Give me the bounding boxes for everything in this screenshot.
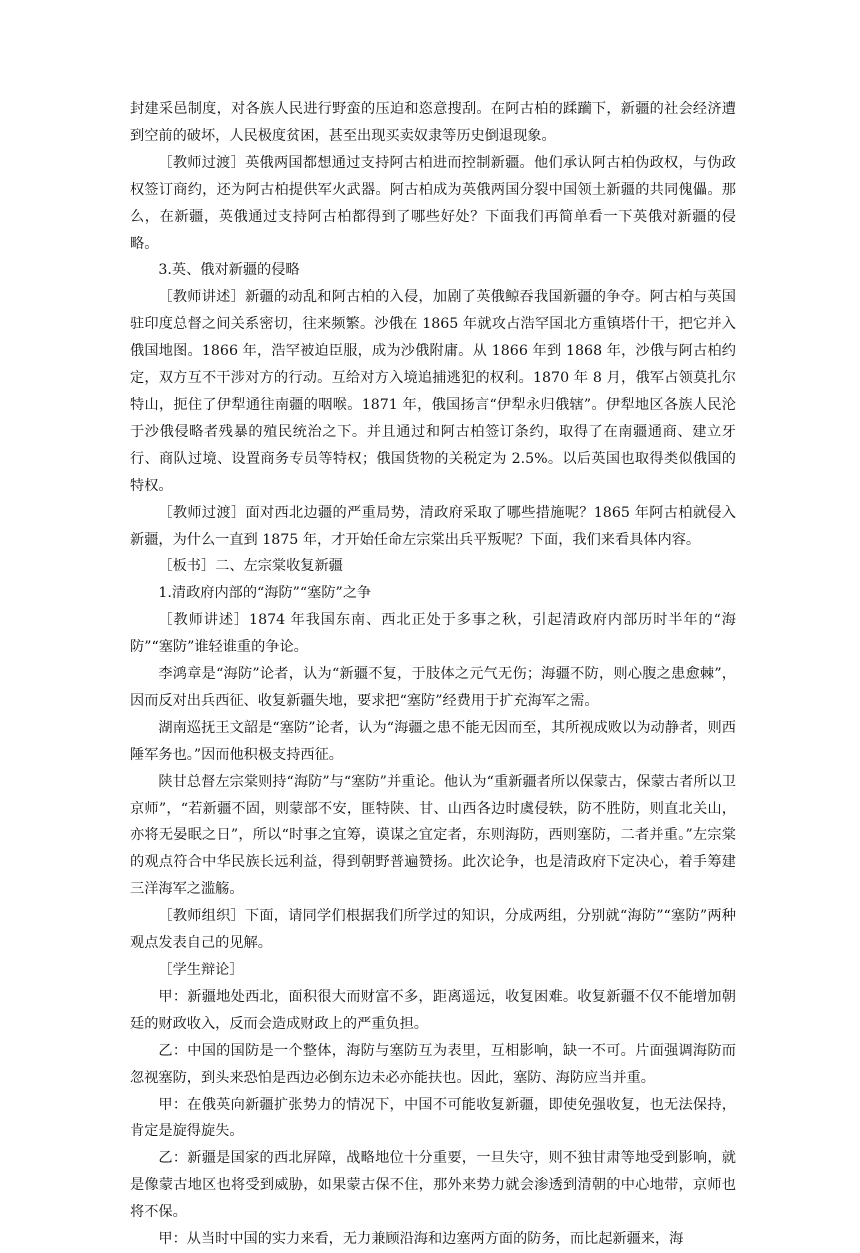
board-heading: ［板书］二、左宗棠收复新疆 bbox=[158, 558, 343, 575]
paragraph-8: ［教师讲述］1874 年我国东南、西北正处于多事之秋，引起清政府内部历时半年的“海防”“塞防”谁轻谁重的争论。 bbox=[130, 612, 736, 656]
paragraph-2: ［教师过渡］英俄两国都想通过支持阿古柏进而控制新疆。他们承认阿古柏伪政权，与伪政权签订商约，还为阿古柏提供军火武器。阿古柏成为英俄两国分裂中国领土新疆的共同傀儡。那么，在新疆，英俄通过支持阿古柏都得到了哪些好处？下面我们再简单看一下英俄对新疆的侵略。 bbox=[130, 154, 736, 252]
section-heading-1: 1.清政府内部的“海防”“塞防”之争 bbox=[158, 585, 372, 602]
paragraph-9: 李鸿章是“海防”论者，认为“新疆不复，于肢体之元气无伤；海疆不防，则心腹之患愈棘”，因而反对出兵西征、收复新疆失地，要求把“塞防”经费用于扩充海军之需。 bbox=[130, 666, 736, 709]
debate-yi-1: 乙：中国的国防是一个整体，海防与塞防互为表里，互相影响，缺一不可。片面强调海防而忽视塞防，到头来恐怕是西边必倒东边未必亦能扶也。因此，塞防、海防应当并重。 bbox=[130, 1042, 736, 1086]
paragraph-1: 封建采邑制度，对各族人民进行野蛮的压迫和恣意搜刮。在阿古柏的蹂躏下，新疆的社会经济遭到空前的破坏，人民极度贫困，甚至出现买卖奴隶等历史倒退现象。 bbox=[130, 101, 736, 144]
debate-jia-3: 甲：从当时中国的实力来看，无力兼顾沿海和边塞两方面的防务，而比起新疆来，海 bbox=[158, 1231, 684, 1248]
debate-yi-2: 乙：新疆是国家的西北屏障，战略地位十分重要，一旦失守，则不独甘肃等地受到影响，就是像蒙古地区也将受到威胁，如果蒙古保不住，那外来势力就会渗透到清朝的中心地带，京师也将不保。 bbox=[130, 1150, 736, 1221]
paragraph-11: 陕甘总督左宗棠则持“海防”与“塞防”并重论。他认为“重新疆者所以保蒙古，保蒙古者所以卫京师”，“若新疆不固，则蒙部不安，匪特陕、甘、山西各边时虞侵轶，防不胜防，则直北关山，亦将无晏眠之日”，所以“时事之宜筹，谟谋之宜定者，东则海防，西则塞防，二者并重。”左宗棠的观点符合中华民族长远利益，得到朝野普遍赞扬。此次论争，也是清政府下定决心，着手筹建三洋海军之滥觞。 bbox=[130, 773, 736, 898]
paragraph-12: ［教师组织］下面，请同学们根据我们所学过的知识，分成两组，分别就“海防”“塞防”两种观点发表自己的见解。 bbox=[130, 908, 736, 952]
paragraph-10: 湖南巡抚王文韶是“塞防”论者，认为“海疆之患不能无因而至，其所视成败以为动静者，则西陲军务也。”因而他积极支持西征。 bbox=[130, 719, 736, 763]
section-heading-3: 3.英、俄对新疆的侵略 bbox=[158, 262, 300, 279]
debate-jia-2: 甲：在俄英向新疆扩张势力的情况下，中国不可能收复新疆，即使免强收复，也无法保持，肯定是旋得旋失。 bbox=[130, 1096, 736, 1140]
document-page bbox=[130, 96, 736, 1253]
debate-jia-1: 甲：新疆地处西北，面积很大而财富不多，距离遥远，收复困难。收复新疆不仅不能增加朝廷的财政收入，反而会造成财政上的严重负担。 bbox=[130, 988, 736, 1032]
debate-heading: ［学生辩论］ bbox=[158, 962, 244, 978]
paragraph-5: ［教师过渡］面对西北边疆的严重局势，清政府采取了哪些措施呢？1865 年阿古柏就侵入新疆，为什么一直到 1875 年，才开始任命左宗棠出兵平叛呢？下面，我们来看具体内容。 bbox=[130, 504, 736, 548]
paragraph-4: ［教师讲述］新疆的动乱和阿古柏的入侵，加剧了英俄鲸吞我国新疆的争夺。阿古柏与英国驻印度总督之间关系密切，往来频繁。沙俄在 1865 年就攻占浩罕国北方重镇塔什干，把它并入俄国地图。1866 年，浩罕被迫臣服，成为沙俄附庸。从 1866 年到 1868 年，沙俄与阿古柏约定，双方互不干涉对方的行动。互给对方入境追捕逃犯的权利。1870 年 8 月，俄军占领莫扎尔特山，扼住了伊犁通往南疆的咽喉。1871 年，俄国扬言“伊犁永归俄辖”。伊犁地区各族人民沦于沙俄侵略者残暴的殖民统治之下。并且通过和阿古柏签订条约，取得了在南疆通商、建立牙行、商队过境、设置商务专员等特权；俄国货物的关税定为 2.5%。以后英国也取得类似俄国的特权。 bbox=[130, 289, 736, 494]
